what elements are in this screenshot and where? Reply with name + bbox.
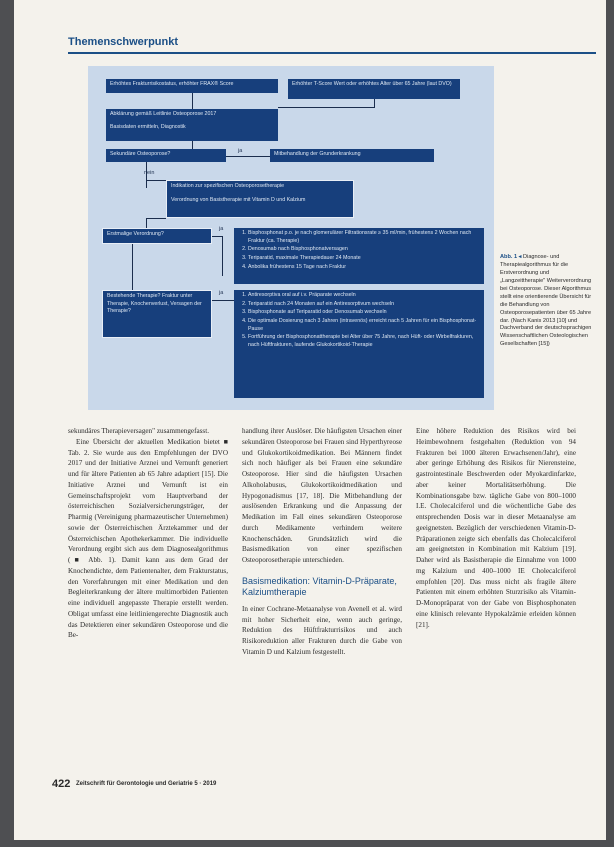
flow-box-first-prescription: Erstmalige Verordnung? — [102, 228, 212, 244]
flow-box-first-therapy-list — [234, 228, 484, 284]
flow-label-yes: ja — [219, 290, 224, 296]
flow-box-secondary: Sekundäre Osteoporose? — [106, 149, 226, 162]
therapy-option: 2. Denosumab nach Bisphosphonatversagen — [248, 246, 480, 254]
paragraph: sekundäres Therapieversagen" zusammengefasst. — [68, 427, 209, 435]
flow-connector — [192, 141, 193, 149]
flow-connector — [212, 236, 222, 237]
therapy-option: 3. Bisphosphonate auf Teriparatid oder Denosumab wechseln — [248, 309, 480, 317]
flow-box-abklaerung — [106, 109, 278, 141]
therapy-option: 4. Anbolika frühestens 15 Tage nach Fraktur — [248, 264, 480, 272]
flow-box-indikation-line1: Indikation zur spezifischen Osteoporosetherapie — [171, 183, 285, 189]
flowchart-figure — [88, 66, 494, 410]
flow-box-grunderkrankung: Mitbehandlung der Grunderkrankung — [270, 149, 434, 162]
flow-connector — [146, 180, 147, 188]
figure-caption — [500, 254, 592, 349]
flow-box-tscore: Erhöhter T-Score Wert oder erhöhtes Alter über 65 Jahre (laut DVO) — [288, 79, 460, 99]
therapy-option: 1. Antiresorptiva oral auf i.v. Präparate wechseln — [248, 292, 480, 300]
flow-box-abklaerung-line2: Basisdaten ermitteln, Diagnostik — [110, 123, 186, 130]
paragraph: handlung ihrer Auslöser. Die häufigsten Ursachen einer sekundären Osteoporose bei Frauen sind Hyperthyreose und Glukokortikoidmedikation. Bei Männern findet sich noch häufiger als bei Frauen eine sekundäre Osteoporose. Hier sind die häufigsten Ursachen Alkoholabusus, Glukokortikoidmedikation und Hypogonadismus [17, 18]. Die Mitbehandlung der auslösenden Erkrankung und die Anpassung der Medikation im Fall eines sekundären Osteoporose durch Medikamente verhindern weitere Knochenschäden. Grundsätzlich wird die Basismedikation von einer spezifischen Osteoporosetherapie unterschieden. — [242, 427, 402, 564]
subsection-heading: Basismedikation: Vitamin-D-Präparate, Kalziumtherapie — [242, 575, 397, 597]
paragraph: In einer Cochrane-Metaanalyse von Avenell et al. wird mit hoher Sicherheit eine, wenn auch geringe, Reduktion des Hüftfrakturrisikos und auch Risikoreduktion aller Frakturen durch die Gabe von Vitamin D und Kalzium festgestellt. — [242, 604, 402, 656]
flow-connector — [222, 236, 223, 276]
flow-connector — [374, 99, 375, 107]
flow-connector — [212, 300, 234, 301]
flow-connector — [278, 107, 375, 108]
paragraph: Eine Übersicht der aktuellen Medikation bietet ■ Tab. 2. Sie wurde aus den Empfehlungen der DVO 2017 und der Initiative Arznei und Vernunft generiert und für ältere Patienten ab 65 Jahre adaptiert [15]. Die Initiative Arznei und Vernunft ist ein Gemeinschaftsprojekt vom Hauptverband der österreichischen Sozialversicherungsträger, der Pharmig (Vereinigung pharmazeutischer Unternehmen) sowie der Österreichischen Ärztekammer und der Österreichischen Apothekerkammer. Die individuelle Verordnung ergibt sich aus dem Diagnosealgorithmus (■ Abb. 1). Damit kann aus dem Grad der Knochendichte, dem Patientenalter, dem Frakturstatus, den Vorerfahrungen mit einer Medikation und den Begleiterkrankung der ältere multimorbiden Patienten eine individuell angepasste Therapie erstellt werden. Obligat umfasst eine leitliniengerechte Diagnostik auch das Detektieren einer sekundären Osteoporose und die Be- — [68, 437, 228, 640]
flow-connector — [192, 93, 193, 109]
caption-text: Diagnose- und Therapiealgorithmus für die Erstverordnung und „Langzeittherapie" Weiterverordnung bei Osteoporose. Dieser Algorithmus stellt eine orientierende Übersicht für die Behandlung von Osteoporosepatienten über 65 Jahre dar. (Nach Kanis 2013 [10] und Dachverband der deutschsprachigen Wissenschaftlichen Osteologischen Gesellschaften [15]) — [500, 254, 592, 348]
therapy-option: 3. Teriparatid, maximale Therapiedauer 24 Monate — [248, 255, 480, 263]
flow-connector — [132, 244, 133, 290]
flow-label-yes: ja — [238, 148, 243, 154]
flow-connector — [146, 218, 166, 219]
text-column-1 — [68, 426, 228, 641]
flow-connector — [146, 218, 147, 228]
text-column-3 — [416, 426, 576, 630]
flow-box-indikation — [166, 180, 354, 218]
journal-name: Zeitschrift für Gerontologie und Geriatrie 5 · 2019 — [76, 781, 217, 787]
section-header: Themenschwerpunkt — [68, 36, 179, 48]
flow-box-abklaerung-line1: Abklärung gemäß Leitlinie Osteoporose 2017 — [110, 111, 217, 117]
header-rule — [68, 52, 596, 54]
flow-connector — [226, 156, 270, 157]
flow-box-risk-status: Erhöhtes Frakturrisikostatus, erhöhter FRAX® Score — [106, 79, 278, 93]
flow-label-no: nein — [144, 170, 155, 176]
caption-label: Abb. 1 — [500, 254, 518, 260]
page-number: 422 — [52, 778, 71, 790]
therapy-option: 1. Bisphosphonat p.o. je nach glomerulärer Filtrationsrate ≥ 35 ml/min, frühestens 2 Wochen nach Fraktur (ca. Therapie) — [248, 230, 480, 245]
therapy-option: 5. Fortführung der Bisphosphonattherapie bei Alter über 75 Jahre, nach Hüft- oder Wirbelfrakturen, nach Hüftfrakturen, laufende Glukokortikoid-Therapie — [248, 334, 480, 349]
paragraph: Eine höhere Reduktion des Risikos wird bei Heimbewohnern festgehalten (Reduktion von 94 Frakturen bei 1000 älteren Erwachsenen/Jahr), eine aber geringe Erhöhung des Risikos für Nierensteine, gastrointestinale Beschwerden oder Myokardinfarkte, aber keiner Mortalitätserhöhung. Die Kombinationsgabe bzw. tägliche Gabe von 800–1000 I.E. Cholecalciferol und die wöchentliche Gabe des entsprechenden Dosis war in dieser Metaanalyse am geeignetsten. Bezüglich der verschiedenen Vitamin-D-Präparationen zeigte sich ebenfalls das Cholecalciferol am geeignetsten in Kombination mit Kalzium [19]. Daher wird als Basistherapie die Einnahme von 1000 mg Kalzium und 400–1000 IE Cholecalciferol empfohlen [20]. Das muss nicht als fragile ältere Patienten mit einem erhöhten Sturzrisiko als Vitamin-D-Monopräparat von der Gabe von Bisphosphonaten eine klinisch relevante Hypokalzämie erleiden können [21]. — [416, 427, 576, 629]
therapy-option: 2. Teriparatid nach 24 Monaten auf ein Antiresorptivum wechseln — [248, 301, 480, 309]
flow-box-switch-therapy-list — [234, 290, 484, 398]
flow-box-indikation-line2: Verordnung von Basistherapie mit Vitamin D und Kalzium — [171, 196, 306, 203]
journal-page — [14, 0, 606, 840]
flow-box-existing-therapy: Bestehende Therapie? Fraktur unter Therapie, Knochenverlust, Versagen der Therapie? — [102, 290, 212, 338]
caption-arrow-icon: ◂ — [518, 254, 522, 260]
therapy-option: 4. Die optimale Dosierung nach 3 Jahren (intravenös) erreicht nach 5 Jahren für ein Bisphosphonat-Pause — [248, 318, 480, 333]
flow-label-yes: ja — [219, 226, 224, 232]
text-column-2 — [242, 426, 402, 658]
